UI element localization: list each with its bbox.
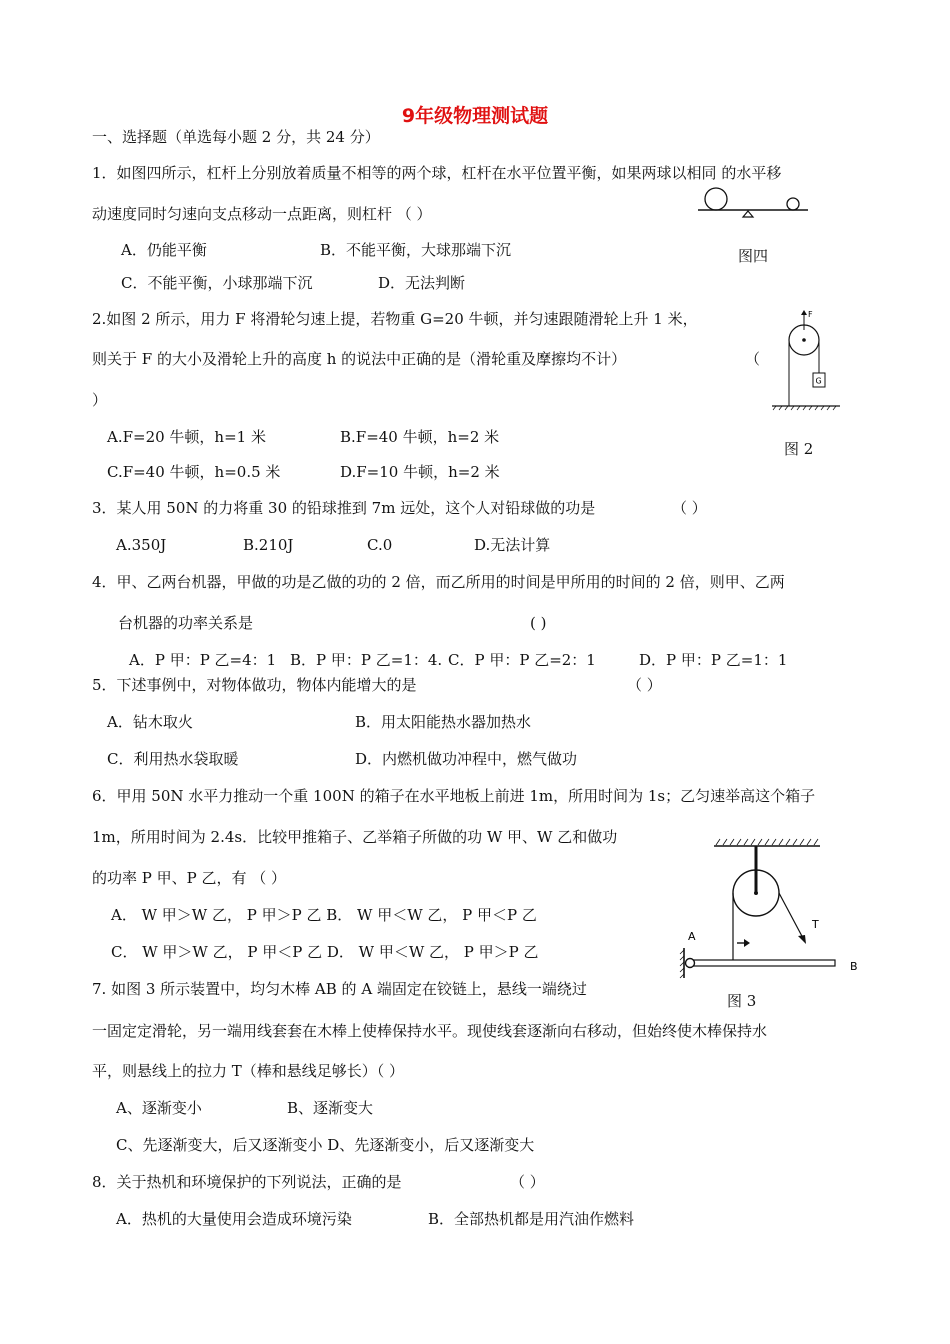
q4-line-1: 4．甲、乙两台机器，甲做的功是乙做的功的 2 倍，而乙所用的时间是甲所用的时间的 2 倍，则甲、乙两 [92,573,785,591]
q8-paren: （ ） [510,1173,545,1191]
q6-options-ab: A． W 甲＞W 乙， P 甲＞P 乙 B． W 甲＜W 乙， P 甲＜P 乙 [111,906,537,924]
q4-paren: ( ) [530,614,547,632]
q4-option-d: D．P 甲：P 乙=1：1 [639,651,788,669]
q3-option-c: C.0 [367,536,393,554]
q7-line-3: 平，则悬线上的拉力 T（棒和悬线足够长）（ ） [92,1062,405,1080]
small-ball [787,198,799,210]
force-arrowhead [801,310,807,315]
q3-stem: 3．某人用 50N 的力将重 30 的铅球推到 7m 远处，这个人对铅球做的功是 [92,499,596,517]
q5-paren: （ ） [627,676,662,694]
q2-option-d: D.F=10 牛顿，h=2 米 [340,463,500,481]
q3-option-b: B.210J [243,536,294,554]
q7-options-cd: C、先逐渐变大，后又逐渐变小 D、先逐渐变小，后又逐渐变大 [116,1136,535,1154]
q5-option-c: C．利用热水袋取暖 [107,750,239,768]
q7-option-a: A、逐渐变小 [116,1099,202,1117]
figure-4-caption: 图四 [738,247,769,265]
weight-label: G [815,376,822,386]
q1-line-1: 1．如图四所示，杠杆上分别放着质量不相等的两个球，杠杆在水平位置平衡，如果两球以相同 的水平移 [92,164,782,182]
q7-option-b: B、逐渐变大 [287,1099,374,1117]
q7-line-1: 7. 如图 3 所示装置中，均匀木棒 AB 的 A 端固定在铰链上，悬线一端绕过 [92,980,587,998]
q8-option-b: B．全部热机都是用汽油作燃料 [428,1210,635,1228]
q2-option-c: C.F=40 牛顿，h=0.5 米 [107,463,281,481]
q6-line-2: 1m，所用时间为 2.4s．比较甲推箱子、乙举箱子所做的功 W 甲、W 乙和做功 [92,828,618,846]
q3-paren: （ ） [672,499,707,517]
q5-option-a: A．钻木取火 [107,713,193,731]
pulley-axle [802,338,806,342]
q1-option-a: A．仍能平衡 [121,241,207,259]
q5-option-d: D．内燃机做功冲程中，燃气做功 [355,750,578,768]
force-label: F [808,310,813,319]
q4-line-2: 台机器的功率关系是 [118,614,254,632]
fixed-pulley-axle [754,891,758,895]
wooden-rod [693,960,835,966]
q5-option-b: B．用太阳能热水器加热水 [355,713,532,731]
q1-line-2: 动速度同时匀速向支点移动一点距离，则杠杆 （ ） [92,205,432,223]
rope-tension [779,893,804,940]
fulcrum-triangle [743,211,753,217]
figure-2-pulley-diagram [770,308,842,414]
q3-option-d: D.无法计算 [474,536,551,554]
q6-options-cd: C． W 甲＞W 乙， P 甲＜P 乙 D． W 甲＜W 乙， P 甲＞P 乙 [111,943,539,961]
q4-option-c: C．P 甲：P 乙=2：1 [448,651,596,669]
ground-hatching [773,406,836,410]
loop-move-arrowhead [744,939,750,947]
figure-3-caption: 图 3 [727,992,757,1010]
q2-paren-close: ） [92,391,108,409]
q8-stem: 8．关于热机和环境保护的下列说法，正确的是 [92,1173,402,1191]
figure-2-caption: 图 2 [784,440,814,458]
q2-option-b: B.F=40 牛顿，h=2 米 [340,428,500,446]
point-a-label: A [688,930,696,943]
q6-line-3: 的功率 P 甲、P 乙，有 （ ） [92,869,287,887]
large-ball [705,188,727,210]
q3-option-a: A.350J [116,536,167,554]
q1-option-d: D．无法判断 [378,274,466,292]
tension-label: T [812,918,819,931]
section-heading: 一、选择题（单选每小题 2 分，共 24 分） [92,128,380,146]
figure-3-pulley-rod-diagram [680,836,864,976]
q5-stem: 5．下述事例中，对物体做功，物体内能增大的是 [92,676,417,694]
q2-option-a: A.F=20 牛顿，h=1 米 [107,428,266,446]
q4-option-b: B．P 甲：P 乙=1：4. [290,651,443,669]
q2-line-2: 则关于 F 的大小及滑轮上升的高度 h 的说法中正确的是（滑轮重及摩擦均不计） [92,350,627,368]
figure-4-lever-diagram [694,186,814,220]
ceiling-hatching [716,839,818,845]
q8-option-a: A．热机的大量使用会造成环境污染 [116,1210,352,1228]
q2-paren-open: （ [745,350,761,368]
q1-option-c: C．不能平衡，小球那端下沉 [121,274,313,292]
page-title: 9年级物理测试题 [401,105,549,127]
q4-option-a: A．P 甲：P 乙=4：1 [129,651,277,669]
q6-line-1: 6．甲用 50N 水平力推动一个重 100N 的箱子在水平地板上前进 1m，所用时间为 1s；乙匀速举高这个箱子 [92,787,816,805]
q2-line-1: 2.如图 2 所示，用力 F 将滑轮匀速上提，若物重 G=20 牛顿，并匀速跟随滑轮上升 1 米， [92,310,698,328]
hinge-pin [686,959,695,968]
tension-arrowhead [798,935,806,944]
q1-option-b: B．不能平衡，大球那端下沉 [320,241,512,259]
point-b-label: B [850,960,858,973]
q7-line-2: 一固定定滑轮，另一端用线套套在木棒上使棒保持水平。现使线套逐渐向右移动，但始终使木棒保持水 [92,1022,768,1040]
